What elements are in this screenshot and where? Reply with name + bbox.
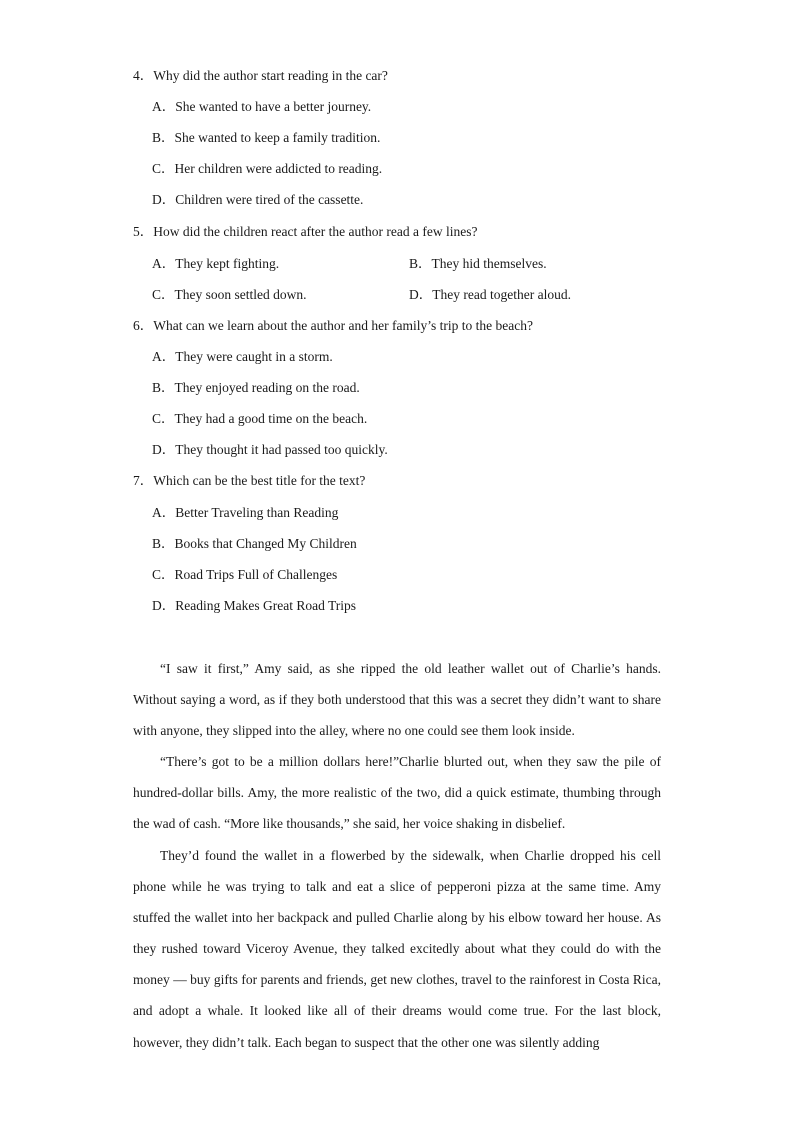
question-5-option-a: A．They kept fighting.: [152, 256, 280, 271]
question-6-option-d: D．They thought it had passed too quickly.: [152, 442, 388, 457]
question-number: 5．: [133, 224, 154, 239]
question-5-option-d: D．They read together aloud.: [409, 287, 571, 302]
question-7-option-b: B．Books that Changed My Children: [152, 536, 357, 551]
question-5-option-b: B．They hid themselves.: [409, 256, 547, 271]
question-4-option-a: A．She wanted to have a better journey.: [152, 99, 372, 114]
question-4-option-c: C．Her children were addicted to reading.: [152, 161, 383, 176]
question-number: 4．: [133, 68, 154, 83]
question-7: [133, 473, 365, 489]
passage-paragraph-2: “There’s got to be a million dollars here!”Charlie blurted out, when they saw the pile of hundred-dollar bills. Amy, the more realistic of the two, did a quick estimate, thumbing through the wad of cash. “More like thousands,” she said, her voice shaking in disbelief.: [133, 754, 661, 832]
question-5-option-c: C．They soon settled down.: [152, 287, 307, 302]
question-text: What can we learn about the author and her family’s trip to the beach?: [153, 318, 533, 333]
question-number: 6．: [133, 318, 154, 333]
question-5: [133, 224, 477, 240]
question-4-option-b: B．She wanted to keep a family tradition.: [152, 130, 381, 145]
question-text: Why did the author start reading in the car?: [153, 68, 388, 83]
question-6-option-a: A．They were caught in a storm.: [152, 349, 333, 364]
question-4-option-d: D．Children were tired of the cassette.: [152, 192, 364, 207]
passage-paragraph-3: They’d found the wallet in a flowerbed by the sidewalk, when Charlie dropped his cell phone while he was trying to talk and eat a slice of pepperoni pizza at the same time. Amy stuffed the wallet into her backpack and pulled Charlie along by his elbow toward her house. As they rushed toward Viceroy Avenue, they talked excitedly about what they could do with the money — buy gifts for parents and friends, get new clothes, travel to the rainforest in Costa Rica, and adopt a whale. It looked like all of their dreams would come true. For the last block, however, they didn’t talk. Each began to suspect that the other one was silently adding: [133, 848, 661, 1050]
question-6: [133, 318, 533, 334]
question-6-option-b: B．They enjoyed reading on the road.: [152, 380, 360, 395]
question-7-option-c: C．Road Trips Full of Challenges: [152, 567, 338, 582]
question-7-option-a: A．Better Traveling than Reading: [152, 505, 339, 520]
question-6-option-c: C．They had a good time on the beach.: [152, 411, 368, 426]
passage-paragraph-1: “I saw it first,” Amy said, as she ripped the old leather wallet out of Charlie’s hands. Without saying a word, as if they both understood that this was a secret they didn’t want to share with anyone, they slipped into the alley, where no one could see them look inside.: [133, 661, 661, 739]
question-7-option-d: D．Reading Makes Great Road Trips: [152, 598, 356, 613]
question-text: Which can be the best title for the text?: [153, 473, 366, 488]
question-number: 7．: [133, 473, 154, 488]
question-text: How did the children react after the author read a few lines?: [153, 224, 478, 239]
question-4: [133, 68, 388, 84]
